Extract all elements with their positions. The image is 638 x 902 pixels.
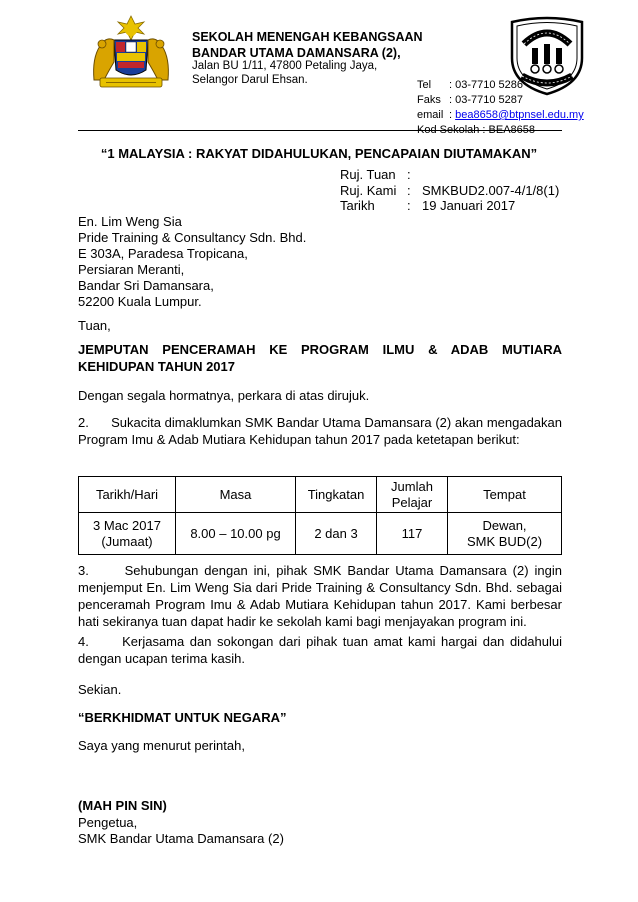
ref-colon: : [407, 167, 411, 182]
school-address [192, 59, 377, 87]
motto: “BERKHIDMAT UNTUK NEGARA” [78, 710, 287, 725]
cell-form: 2 dan 3 [296, 513, 377, 555]
school-name-line-2: BANDAR UTAMA DAMANSARA (2), [192, 46, 401, 60]
signatory-title: Pengetua, [78, 815, 138, 830]
recipient-line: Persiaran Meranti, [78, 262, 185, 277]
header-cell-form: Tingkatan [296, 477, 377, 513]
recipient-line: En. Lim Weng Sia [78, 214, 182, 229]
ref-colon: : [407, 198, 411, 213]
signatory-name: (MAH PIN SIN) [78, 798, 167, 813]
cell-venue-line-2: SMK BUD(2) [466, 533, 543, 549]
salutation: Tuan, [78, 318, 111, 333]
recipient-line: 52200 Kuala Lumpur. [78, 294, 202, 309]
ref-key: Tarikh [340, 198, 375, 213]
email-sep: : [449, 109, 456, 121]
fax-value: : 03-7710 5287 [449, 94, 524, 106]
cell-time: 8.00 – 10.00 pg [176, 513, 296, 555]
address-line-2: Selangor Darul Ehsan. [192, 74, 308, 86]
cell-count: 117 [377, 513, 448, 555]
cell-venue-line-1: Dewan, [482, 517, 527, 533]
ref-value: SMKBUD2.007-4/1/8(1) [422, 182, 560, 198]
ref-colon: : [407, 182, 411, 198]
cell-venue [448, 513, 562, 555]
email-line [417, 108, 584, 123]
ref-key: Ruj. Tuan [340, 167, 396, 182]
fax-line [417, 93, 584, 108]
recipient-line: Pride Training & Consultancy Sdn. Bhd. [78, 230, 307, 245]
recipient-line: Bandar Sri Damansara, [78, 278, 214, 293]
school-name-line-1: SEKOLAH MENENGAH KEBANGSAAN [192, 30, 423, 44]
header-cell-time: Masa [176, 477, 296, 513]
contact-block [417, 78, 584, 138]
slogan: “1 MALAYSIA : RAKYAT DIDAHULUKAN, PENCAPAIAN DIUTAMAKAN” [100, 146, 538, 161]
opening-line: Dengan segala hormatnya, perkara di atas dirujuk. [78, 388, 370, 403]
paragraph-4: 4. Kerjasama dan sokongan dari pihak tuan amat kami hargai dan didahului dengan ucapan terima kasih. [78, 634, 566, 666]
signatory-org: SMK Bandar Utama Damansara (2) [78, 831, 284, 846]
cell-date [79, 513, 176, 555]
ref-key: Ruj. Kami [340, 182, 397, 198]
recipient-address [78, 214, 306, 310]
tel-value: : 03-7710 5286 [449, 79, 524, 91]
ref-value: 19 Januari 2017 [422, 198, 516, 213]
schedule-table [78, 476, 562, 555]
email-link[interactable]: bea8658@btpnsel.edu.my [455, 109, 584, 121]
school-code: Kod Sekolah : BEA8658 [417, 124, 536, 136]
header-divider [78, 130, 562, 131]
closing-line: Sekian. [78, 682, 122, 697]
sign-off: Saya yang menurut perintah, [78, 738, 245, 753]
ref-row [340, 167, 559, 183]
table-row [79, 513, 562, 555]
header-cell-count [377, 477, 448, 513]
signatory-block [78, 815, 284, 847]
address-line-1: Jalan BU 1/11, 47800 Petaling Jaya, [192, 60, 378, 72]
tel-line [417, 78, 584, 93]
fax-label: Faks [417, 94, 441, 106]
cell-day-line: (Jumaat) [101, 533, 153, 549]
ref-row [340, 198, 559, 214]
header-count-line-2: Pelajar [391, 494, 433, 510]
tel-label: Tel [417, 79, 432, 91]
paragraph-2: 2. Sukacita dimaklumkan SMK Bandar Utama Damansara (2) akan mengadakan Program Imu & Adab Mutiara Kehidupan tahun 2017 pada ketetapan berikut: [78, 415, 566, 447]
cell-date-line: 3 Mac 2017 [93, 517, 161, 533]
header-cell-venue: Tempat [448, 477, 562, 513]
subject-line: JEMPUTAN PENCERAMAH KE PROGRAM ILMU & ADAB MUTIARA KEHIDUPAN TAHUN 2017 [78, 342, 562, 374]
recipient-line: E 303A, Paradesa Tropicana, [78, 246, 248, 261]
header-cell-date: Tarikh/Hari [79, 477, 176, 513]
school-name [192, 29, 423, 61]
ref-row [340, 183, 559, 199]
paragraph-3: 3. Sehubungan dengan ini, pihak SMK Bandar Utama Damansara (2) ingin menjemput En. Lim Weng Sia dari Pride Training & Consultancy Sdn. Bhd. sebagai penceramah Program Imu & Adab Mutiara Kehidupan tahun 2017. Kami berbesar hati sekiranya tuan dapat hadir ke sekolah kami bagi menjayakan program ini. [78, 563, 566, 629]
reference-block [340, 167, 559, 214]
malaysia-coat-of-arms-icon [86, 14, 176, 90]
email-label: email [417, 109, 444, 121]
header-count-line-1: Jumlah [391, 478, 433, 494]
table-header-row [79, 477, 562, 513]
